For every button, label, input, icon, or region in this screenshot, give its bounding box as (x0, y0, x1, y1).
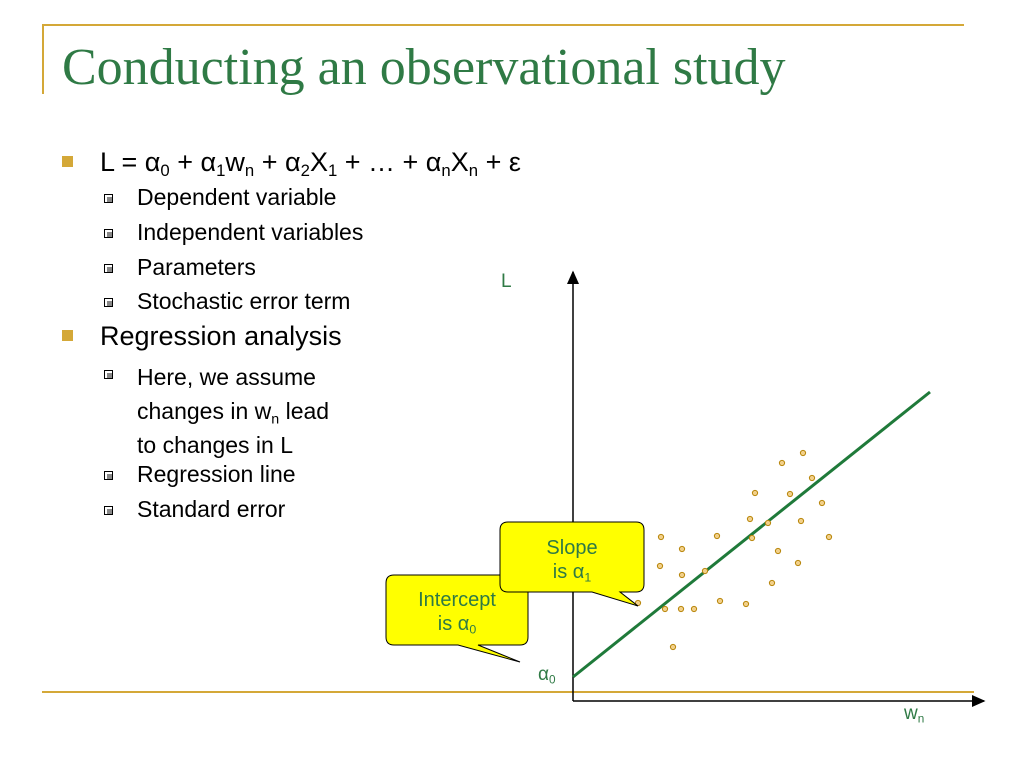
intercept-label: $\alpha_0$ (538, 664, 556, 687)
intercept-callout-text: Intercept is $\alpha_0$ (418, 589, 496, 637)
y-axis-label: L (501, 271, 512, 292)
sub-bullet-regression-line: Regression line (137, 461, 296, 488)
data-point (662, 606, 667, 611)
data-point (787, 491, 792, 496)
x-axis-label: $w_n$ (904, 703, 925, 726)
data-point (702, 568, 707, 573)
data-point (743, 601, 748, 606)
data-point (717, 598, 722, 603)
sub-bullet-independent: Independent variables (137, 219, 363, 246)
bullet-regression: Regression analysis (100, 321, 342, 352)
sub-bullet-dependent: Dependent variable (137, 184, 336, 211)
sub-bullet-assume: Here, we assume changes in $w_n$ lead to changes in L (137, 360, 329, 462)
data-point (779, 460, 784, 465)
data-point (800, 450, 805, 455)
sub-bullet-standard-error: Standard error (137, 496, 285, 523)
data-point (765, 520, 770, 525)
data-point (769, 580, 774, 585)
slide-title: Conducting an observational study (62, 39, 786, 96)
data-point (749, 535, 754, 540)
data-point (657, 563, 662, 568)
data-point (826, 534, 831, 539)
data-point (658, 534, 663, 539)
data-point (679, 572, 684, 577)
data-point (691, 606, 696, 611)
data-point (747, 516, 752, 521)
sub-bullet-error-term: Stochastic error term (137, 288, 350, 315)
data-point (798, 518, 803, 523)
data-point (752, 490, 757, 495)
data-point (679, 546, 684, 551)
bullet-equation: $L = \alpha_0 + \alpha_1w_n + \alpha_2X_1$ + … + $\alpha_nX_n + \varepsilon$ (100, 147, 521, 178)
data-point (795, 560, 800, 565)
data-point (678, 606, 683, 611)
slope-callout-text: Slope is $\alpha_1$ (546, 537, 598, 585)
data-point (809, 475, 814, 480)
data-point (670, 644, 675, 649)
data-point (775, 548, 780, 553)
data-point (819, 500, 824, 505)
data-point (714, 533, 719, 538)
sub-bullet-parameters: Parameters (137, 254, 256, 281)
